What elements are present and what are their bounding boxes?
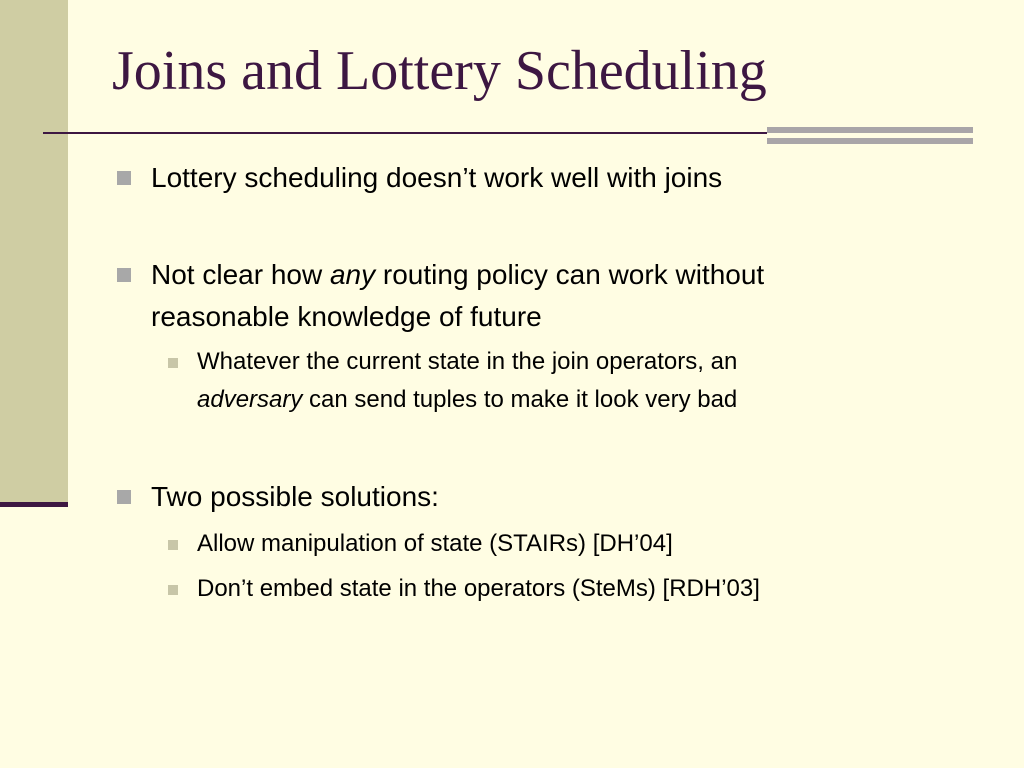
bullet-two-solutions (117, 476, 439, 518)
left-band-rule (0, 502, 68, 507)
square-subbullet-icon (168, 585, 178, 595)
emphasis-adversary: adversary (197, 386, 303, 413)
subbullet-stairs (168, 525, 673, 563)
title-rule-accent-bar-top (767, 127, 973, 133)
bullet-text-start: Not clear how (151, 259, 330, 290)
bullet-text-continuation: reasonable knowledge of future (151, 301, 542, 332)
bullet-text-end: routing policy can work without (375, 259, 765, 290)
slide-title: Joins and Lottery Scheduling (112, 40, 767, 102)
bullet-text: Lottery scheduling doesn’t work well with joins (151, 162, 723, 193)
subbullet-text: Whatever the current state in the join operators, an (197, 348, 738, 375)
square-subbullet-icon (168, 358, 178, 368)
bullet-text (151, 254, 764, 296)
square-subbullet-icon (168, 540, 178, 550)
emphasis-any: any (329, 259, 376, 290)
subbullet-text: Allow manipulation of state (STAIRs) [DH’04] (197, 530, 673, 557)
bullet-text: Two possible solutions: (151, 481, 439, 512)
title-rule-accent (767, 127, 973, 144)
subbullet-text: Don’t embed state in the operators (SteMs) [RDH’03] (197, 575, 760, 602)
subbullet-adversary (168, 343, 737, 419)
bullet-lottery-scheduling (117, 157, 722, 199)
bullet-routing-policy (117, 254, 764, 338)
left-decorative-band (0, 0, 68, 507)
title-underline-rule (43, 132, 767, 134)
square-bullet-icon (117, 490, 131, 504)
square-bullet-icon (117, 268, 131, 282)
subbullet-text-end: can send tuples to make it look very bad (302, 386, 738, 413)
subbullet-text-continuation (197, 381, 737, 419)
subbullet-stems (168, 570, 760, 608)
square-bullet-icon (117, 171, 131, 185)
title-rule-accent-bar-bottom (767, 138, 973, 144)
